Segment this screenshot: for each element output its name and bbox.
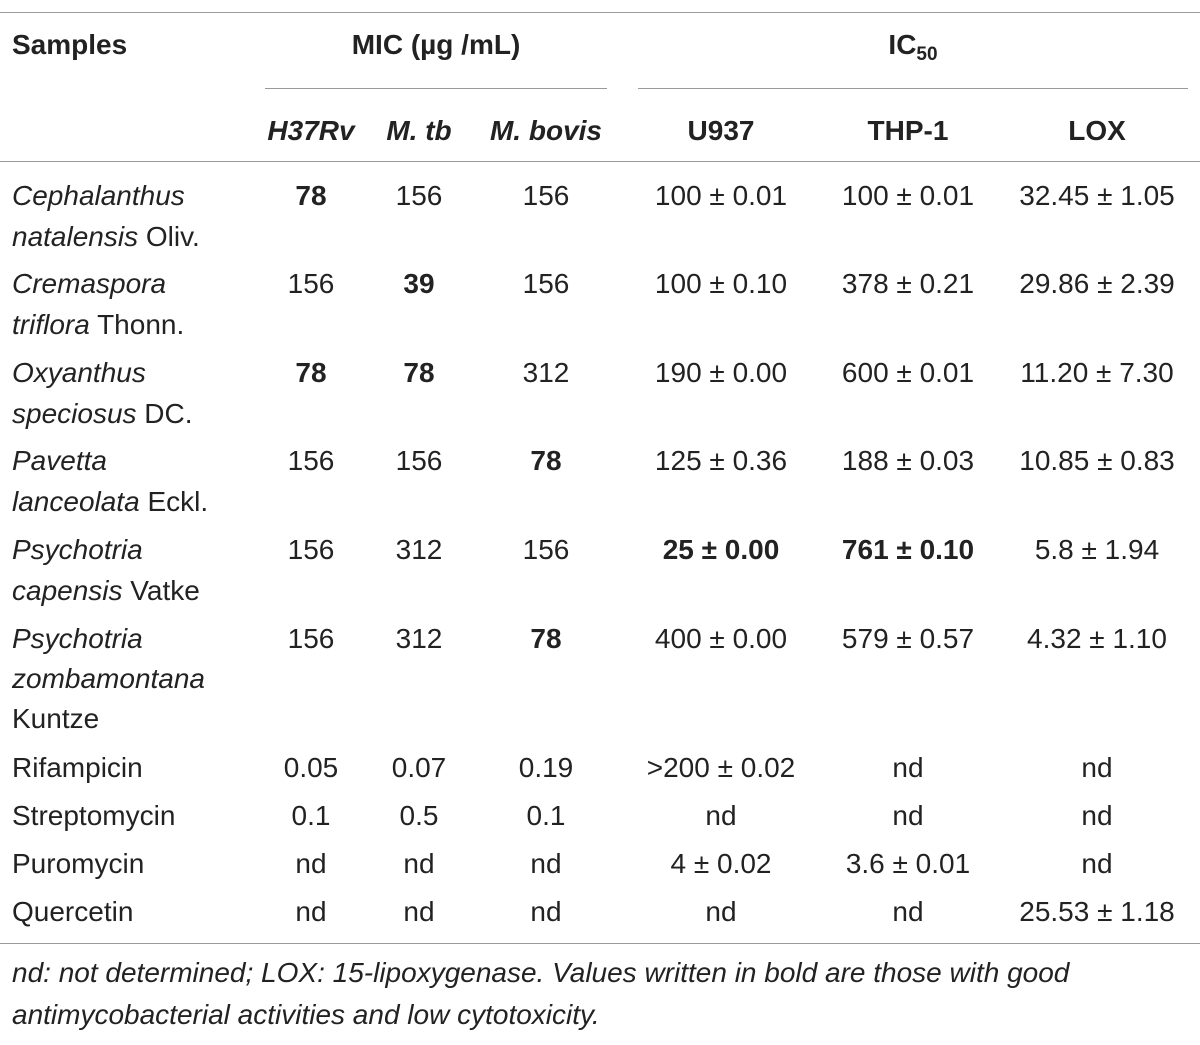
table-cell: nd (705, 896, 737, 927)
table-cell: 100 ± 0.01 (841, 180, 975, 211)
column-header-m-bovis: M. bovis (489, 115, 602, 146)
table-cell: 78 (530, 623, 562, 654)
sample-name: Cremaspora (12, 268, 167, 299)
table-cell: 78 (295, 357, 327, 388)
table-cell: nd (1081, 752, 1113, 783)
table-cell: 5.8 ± 1.94 (1034, 534, 1160, 565)
table-cell: 188 ± 0.03 (841, 445, 975, 476)
sample-name: Oxyanthus (12, 357, 146, 388)
table-cell: 312 (522, 357, 570, 388)
table-cell: 4 ± 0.02 (670, 848, 772, 879)
table-cell: nd (892, 896, 924, 927)
table-cell: nd (530, 896, 562, 927)
sample-name-line2: capensis Vatke (12, 575, 200, 606)
column-header-h37rv: H37Rv (267, 115, 355, 146)
table-cell: 78 (295, 180, 327, 211)
sample-name: Psychotria (12, 534, 143, 565)
table-cell: 156 (395, 180, 443, 211)
sample-name-line2: natalensis Oliv. (12, 221, 200, 252)
table-cell: 0.1 (291, 800, 331, 831)
table-cell: 3.6 ± 0.01 (845, 848, 971, 879)
sample-name: Puromycin (12, 848, 145, 879)
column-header-u937: U937 (687, 115, 755, 146)
ic50-group-rule (638, 88, 1188, 89)
samples-header: Samples (12, 29, 128, 60)
table-cell: nd (1081, 800, 1113, 831)
table-cell: 4.32 ± 1.10 (1027, 623, 1167, 654)
sample-name-line2: lanceolata Eckl. (12, 486, 209, 517)
table-cell: 156 (287, 534, 335, 565)
table-cell: 156 (522, 534, 570, 565)
table-cell: 156 (522, 268, 570, 299)
table-cell: 761 ± 0.10 (841, 534, 975, 565)
mic-group-rule (265, 88, 607, 89)
table-cell: 78 (403, 357, 435, 388)
table-footnote: nd: not determined; LOX: 15-lipoxygenase. Values written in bold are those with good antimycobacterial activities and low cytotoxicity. (12, 957, 1070, 1030)
sample-name: Psychotria (12, 623, 143, 654)
table-cell: 156 (287, 445, 335, 476)
table-cell: 156 (287, 623, 335, 654)
table-cell: 32.45 ± 1.05 (1019, 180, 1175, 211)
mic-group-header: MIC (µg /mL) (351, 29, 521, 60)
table-cell: 11.20 ± 7.30 (1020, 357, 1174, 388)
table-cell: nd (530, 848, 562, 879)
table-cell: nd (1081, 848, 1113, 879)
table-cell: nd (892, 800, 924, 831)
table-cell: 0.19 (518, 752, 574, 783)
table-cell: 600 ± 0.01 (841, 357, 975, 388)
table-cell: 100 ± 0.01 (654, 180, 788, 211)
sample-name: Rifampicin (12, 752, 143, 783)
table-cell: 579 ± 0.57 (841, 623, 975, 654)
table-cell: 190 ± 0.00 (654, 357, 788, 388)
column-header-m-tb: M. tb (386, 115, 452, 146)
sample-name: Pavetta (12, 445, 107, 476)
table-cell: 156 (522, 180, 570, 211)
top-rule (0, 12, 1200, 13)
table-bottom-rule (0, 943, 1200, 944)
table-cell: nd (295, 848, 327, 879)
table-cell: 25.53 ± 1.18 (1019, 896, 1175, 927)
ic50-label: IC (888, 29, 917, 60)
table-cell: 156 (287, 268, 335, 299)
table-cell: nd (295, 896, 327, 927)
sample-name: Streptomycin (12, 800, 176, 831)
ic50-group-header (638, 30, 1188, 64)
table-cell: 0.1 (526, 800, 566, 831)
table-cell: 125 ± 0.36 (654, 445, 788, 476)
sample-name-line2: speciosus DC. (12, 398, 193, 429)
table-cell: 0.07 (391, 752, 447, 783)
table-cell: 0.05 (283, 752, 339, 783)
sample-name-line2: zombamontana (12, 663, 206, 694)
table-cell: 312 (395, 534, 443, 565)
sample-name: Cephalanthus (12, 180, 185, 211)
table-cell: nd (403, 896, 435, 927)
table-cell: nd (705, 800, 737, 831)
table-cell: 400 ± 0.00 (654, 623, 788, 654)
table-cell: 39 (403, 268, 435, 299)
table-cell: 378 ± 0.21 (841, 268, 975, 299)
table-cell: 29.86 ± 2.39 (1019, 268, 1175, 299)
sample-name-line3: Kuntze (12, 703, 100, 734)
sample-name-line2: triflora Thonn. (12, 309, 185, 340)
table-cell: nd (403, 848, 435, 879)
table-cell: >200 ± 0.02 (646, 752, 796, 783)
ic50-subscript: 50 (916, 44, 938, 65)
table-cell: 10.85 ± 0.83 (1019, 445, 1175, 476)
header-bottom-rule (0, 161, 1200, 162)
table-cell: 312 (395, 623, 443, 654)
column-header-thp1: THP-1 (867, 115, 949, 146)
sample-name: Quercetin (12, 896, 134, 927)
table-cell: 25 ± 0.00 (662, 534, 780, 565)
table-cell: 100 ± 0.10 (654, 268, 788, 299)
table-cell: nd (892, 752, 924, 783)
table-cell: 156 (395, 445, 443, 476)
table-cell: 0.5 (399, 800, 439, 831)
table-cell: 78 (530, 445, 562, 476)
column-header-lox: LOX (1068, 115, 1126, 146)
